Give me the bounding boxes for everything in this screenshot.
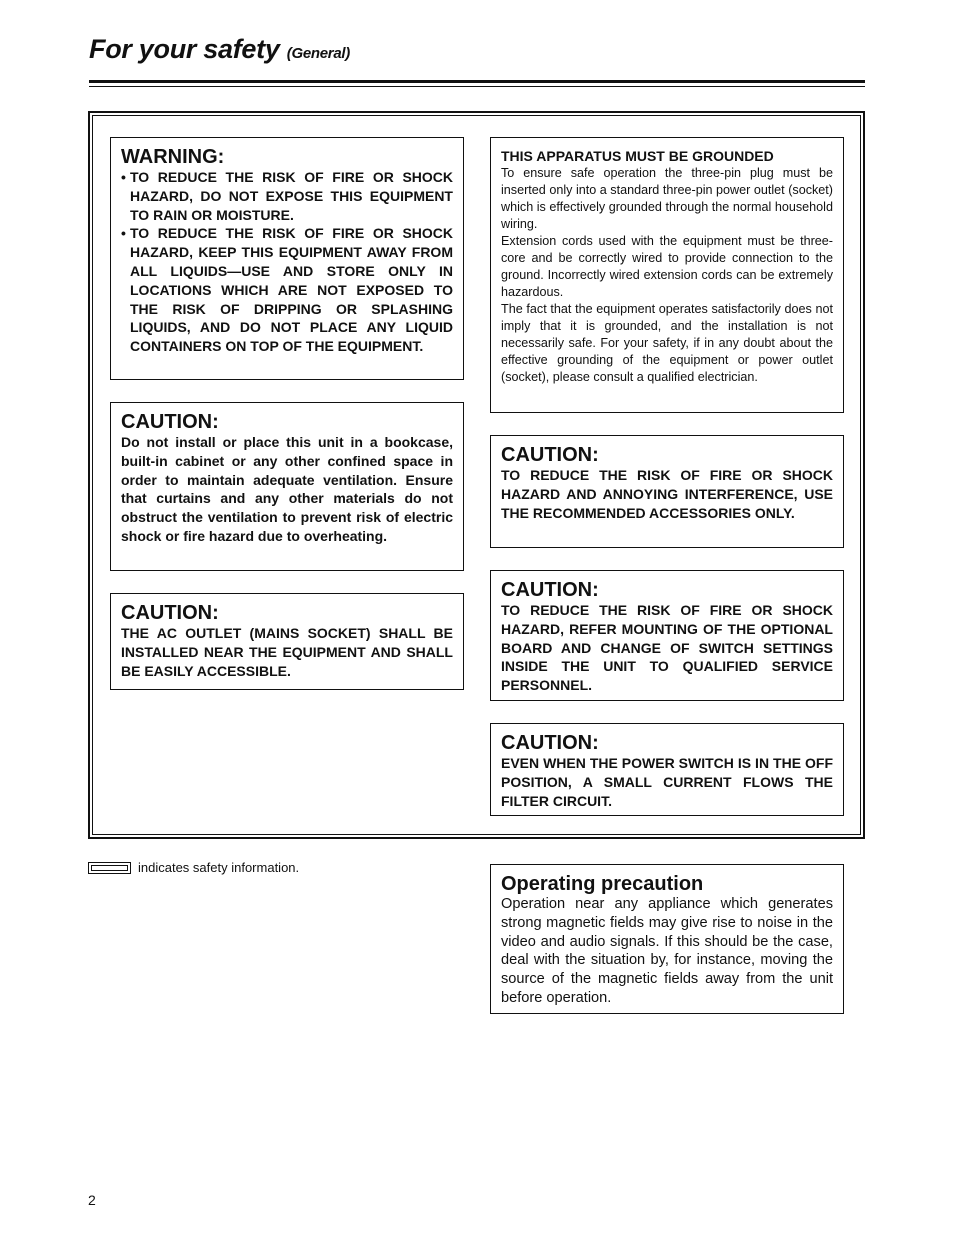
grounded-box — [490, 137, 844, 413]
operating-precaution-box — [490, 864, 844, 1014]
page-number: 2 — [88, 1192, 96, 1208]
caution-ac-outlet-text: THE AC OUTLET (MAINS SOCKET) SHALL BE INSTALLED NEAR THE EQUIPMENT AND SHALL BE EASILY ACCESSIBLE. — [121, 625, 453, 679]
caution-heading: CAUTION: — [121, 411, 219, 433]
caution-service-text: TO REDUCE THE RISK OF FIRE OR SHOCK HAZARD, REFER MOUNTING OF THE OPTIONAL BOARD AND CHANGE OF SWITCH SETTINGS INSIDE THE UNIT TO QUALIFIED SERVICE PERSONNEL. — [501, 602, 833, 694]
bullet-dot: • — [121, 225, 126, 242]
operating-text: Operation near any appliance which generates strong magnetic fields may give rise to noise in the video and audio signals. If this should be the case, deal with the situation by, for instance, moving the source of the magnetic fields away from the unit before operation. — [501, 896, 833, 1006]
operating-heading: Operating precaution — [501, 873, 704, 895]
warning-bullet-1 — [121, 168, 453, 224]
caution-ac-outlet-box — [110, 593, 464, 690]
caution-power-switch-text: EVEN WHEN THE POWER SWITCH IS IN THE OFF POSITION, A SMALL CURRENT FLOWS THE FILTER CIRCUIT. — [501, 755, 833, 809]
legend-text: indicates safety information. — [138, 860, 300, 875]
warning-box — [110, 137, 464, 380]
grounded-heading: THIS APPARATUS MUST BE GROUNDED — [501, 148, 774, 164]
warning-body — [121, 168, 453, 356]
caution-heading: CAUTION: — [501, 579, 599, 601]
page-subtitle: (General) — [286, 45, 350, 62]
warning-bullet-text: TO REDUCE THE RISK OF FIRE OR SHOCK HAZARD, DO NOT EXPOSE THIS EQUIPMENT TO RAIN OR MOISTURE. — [130, 169, 453, 223]
caution-heading: CAUTION: — [121, 602, 219, 624]
page-title — [89, 34, 350, 65]
bullet-dot: • — [121, 169, 126, 185]
caution-power-switch-box — [490, 723, 844, 816]
grounded-paragraph-2: Extension cords used with the equipment must be three-core and be correctly wired to provide connection to the ground. Incorrectly wired extension cords can be extremely hazardous. — [501, 234, 833, 299]
safety-info-symbol — [88, 862, 131, 874]
caution-accessories-text: TO REDUCE THE RISK OF FIRE OR SHOCK HAZARD AND ANNOYING INTERFERENCE, USE THE RECOMMENDED ACCESSORIES ONLY. — [501, 467, 833, 521]
caution-accessories-box — [490, 435, 844, 548]
grounded-paragraph-1: To ensure safe operation the three-pin plug must be inserted only into a standard three-pin power outlet (socket) which is effectively grounded through the normal household wiring. — [501, 166, 833, 231]
warning-heading: WARNING: — [121, 146, 225, 168]
grounded-paragraph-3: The fact that the equipment operates satisfactorily does not imply that it is grounded, and the installation is not necessarily safe. For your safety, if in any doubt about the effective grounding of the equipment or power outlet (socket), please consult a qualified electrician. — [501, 302, 833, 384]
title-rule — [89, 80, 865, 83]
caution-ventilation-text: Do not install or place this unit in a bookcase, built-in cabinet or any other confined space in order to maintain adequate ventilation. Ensure that curtains and any other materials do not obstruct the ventilation to prevent risk of electric shock or fire hazard due to overheating. — [121, 434, 453, 544]
caution-ventilation-box — [110, 402, 464, 571]
caution-heading: CAUTION: — [501, 732, 599, 754]
caution-heading: CAUTION: — [501, 444, 599, 466]
warning-bullet-text: TO REDUCE THE RISK OF FIRE OR SHOCK HAZARD, KEEP THIS EQUIPMENT AWAY FROM ALL LIQUIDS—USE AND STORE ONLY IN LOCATIONS WHICH ARE NOT EXPOSED TO THE RISK OF DRIPPING OR SPLASHING LIQUIDS, AND DO NOT PLACE ANY LIQUID CONTAINERS ON TOP OF THE EQUIPMENT. — [130, 225, 453, 355]
caution-service-box — [490, 570, 844, 701]
warning-bullet-2 — [121, 224, 453, 356]
title-rule-thin — [89, 86, 865, 87]
page-title-text: For your safety — [89, 34, 280, 64]
